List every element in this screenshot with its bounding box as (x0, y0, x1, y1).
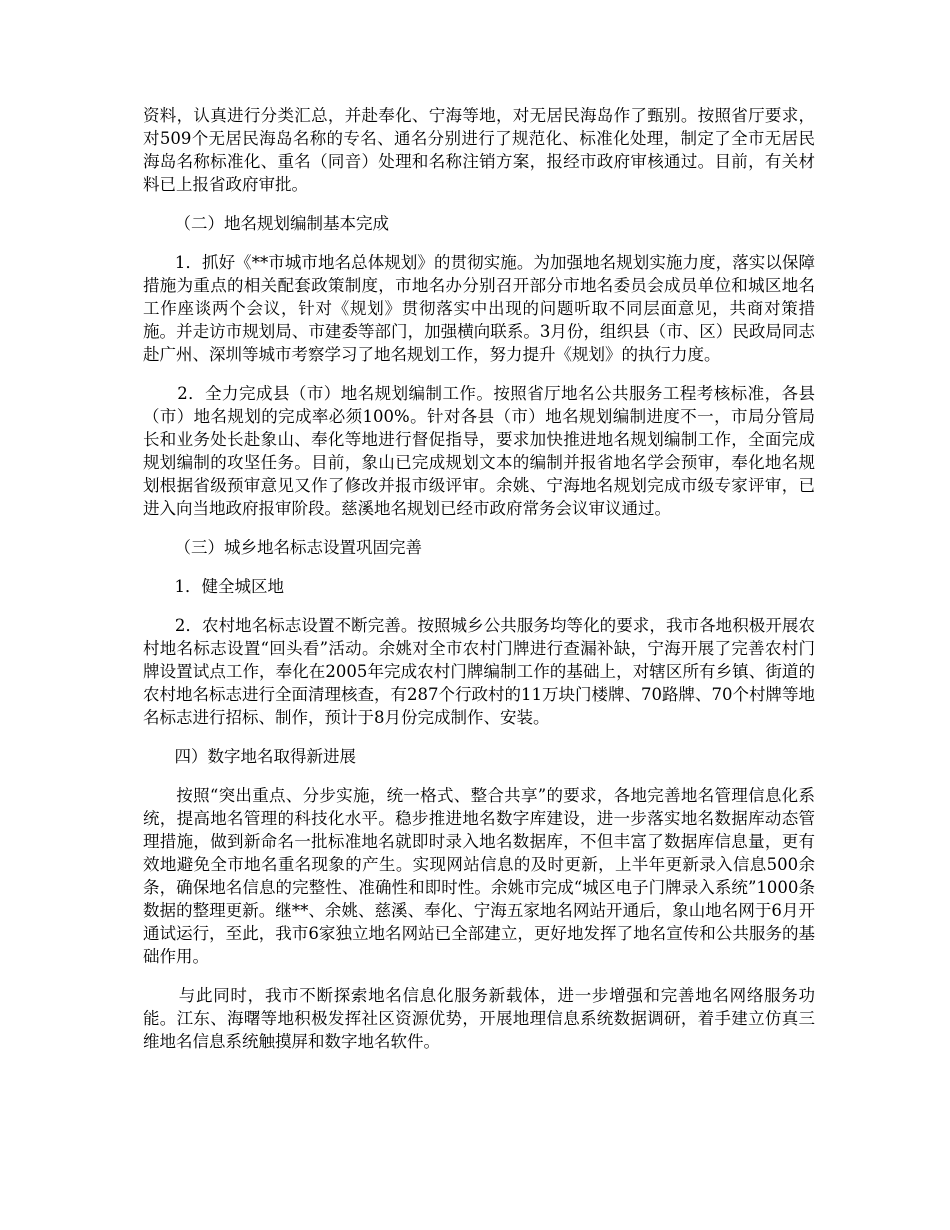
paragraph-county-planning: 2．全力完成县（市）地名规划编制工作。按照省厅地名公共服务工程考核标准，各县（市）地名规划的完成率必须100%。针对各县（市）地名规划编制进度不一，市局分管局长和业务处长赴象山、奉化等地进行督促指导，要求加快推进地名规划编制工作，全面完成规划编制的攻坚任务。目前，象山已完成规划文本的编制并报省地名学会预审，奉化地名规划根据省级预审意见又作了修改并报市级评审。余姚、宁海地名规划完成市级专家评审，已进入向当地政府报审阶段。慈溪地名规划已经市政府常务会议审议通过。 (143, 384, 815, 518)
paragraph-rural-signs: 2．农村地名标志设置不断完善。按照城乡公共服务均等化的要求，我市各地积极开展农村地名标志设置“回头看”活动。余姚对全市农村门牌进行查漏补缺，宁海开展了完善农村门牌设置试点工作，奉化在2005年完成农村门牌编制工作的基础上，对辖区所有乡镇、街道的农村地名标志进行全面清理核查，有287个行政村的11万块门楼牌、70路牌、70个村牌等地名标志进行招标、制作，预计于8月份完成制作、安装。 (143, 616, 815, 727)
paragraph-planning-implementation: 1．抓好《**市城市地名总体规划》的贯彻实施。为加强地名规划实施力度，落实以保障措施为重点的相关配套政策制度，市地名办分别召开部分市地名委员会成员单位和城区地名工作座谈两个会议，针对《规划》贯彻落实中出现的问题听取不同层面意见，共商对策措施。并走访市规划局、市建委等部门，加强横向联系。3月份，组织县（市、区）民政局同志赴广州、深圳等城市考察学习了地名规划工作，努力提升《规划》的执行力度。 (143, 253, 815, 364)
paragraph-urban-signs: 1．健全城区地 (143, 577, 284, 596)
section-heading-signs: （三）城乡地名标志设置巩固完善 (143, 538, 422, 557)
section-heading-planning: （二）地名规划编制基本完成 (143, 214, 389, 233)
document-page (143, 104, 815, 1053)
section-heading-digital: 四）数字地名取得新进展 (143, 747, 356, 766)
paragraph-island-names: 资料，认真进行分类汇总，并赴奉化、宁海等地，对无居民海岛作了甄别。按照省厅要求，对509个无居民海岛名称的专名、通名分别进行了规范化、标准化处理，制定了全市无居民海岛名称标准化、重名（同音）处理和名称注销方案，报经市政府审核通过。目前，有关材料已上报省政府审批。 (143, 106, 815, 194)
paragraph-digital-progress: 按照“突出重点、分步实施，统一格式、整合共享”的要求，各地完善地名管理信息化系统，提高地名管理的科技化水平。稳步推进地名数字库建设，进一步落实地名数据库动态管理措施，做到新命名一批标准地名就即时录入地名数据库，不但丰富了数据库信息量，更有效地避免全市地名重名现象的产生。实现网站信息的及时更新，上半年更新录入信息500余条，确保地名信息的完整性、准确性和即时性。余姚市完成“城区电子门牌录入系统”1000条数据的整理更新。继**、余姚、慈溪、奉化、宁海五家地名网站开通后，象山地名网于6月开通试运行，至此，我市6家独立地名网站已全部建立，更好地发挥了地名宣传和公共服务的基础作用。 (143, 786, 815, 966)
paragraph-information-services: 与此同时，我市不断探索地名信息化服务新载体，进一步增强和完善地名网络服务功能。江东、海曙等地积极发挥社区资源优势，开展地理信息系统数据调研，着手建立仿真三维地名信息系统触摸屏和数字地名软件。 (143, 986, 815, 1051)
